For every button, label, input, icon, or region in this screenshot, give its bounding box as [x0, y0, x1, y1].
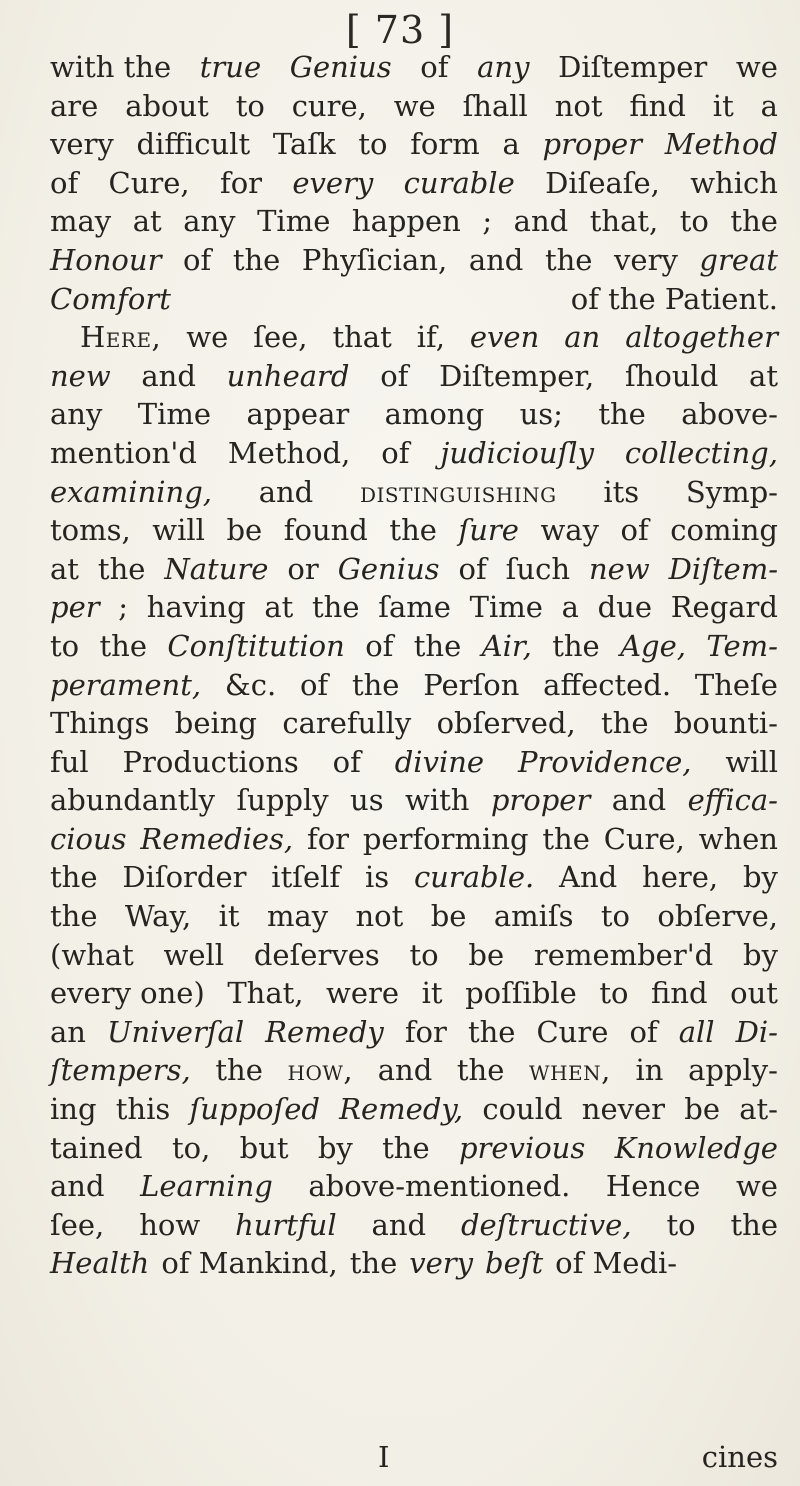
page-footer	[50, 1440, 778, 1478]
word: divine	[394, 744, 485, 779]
text-line	[50, 588, 778, 627]
word: Method	[664, 127, 778, 162]
word: Diſtem-	[668, 551, 778, 586]
text-line	[50, 1090, 778, 1129]
word: the	[456, 1053, 505, 1088]
word: Taſk	[272, 127, 336, 162]
word: cious	[50, 821, 127, 856]
text-line	[50, 743, 778, 782]
word: Knowledge	[614, 1130, 778, 1165]
word: about	[125, 88, 209, 123]
word: be	[226, 513, 263, 548]
word: well	[163, 937, 225, 972]
word: may	[266, 899, 329, 934]
word: (what	[50, 937, 134, 972]
word: the	[413, 628, 462, 663]
word: the	[552, 628, 600, 663]
word: or	[287, 551, 319, 586]
word: Diſorder	[122, 860, 247, 895]
text-line	[50, 318, 778, 357]
word: with the	[50, 50, 172, 84]
word: any	[183, 204, 236, 239]
word: Conſtitution	[167, 628, 345, 663]
word: the	[601, 706, 649, 741]
text-line	[50, 1129, 778, 1168]
word: how,	[287, 1053, 354, 1088]
word: and	[611, 783, 667, 818]
text-line	[50, 511, 778, 550]
word: And	[559, 860, 618, 895]
text-line	[50, 627, 778, 666]
word: new	[50, 358, 111, 393]
word: of	[50, 165, 79, 200]
word: deſtructive,	[460, 1207, 632, 1242]
word: Remedies,	[140, 821, 294, 856]
word: Comfort	[50, 281, 171, 316]
text-line	[50, 1206, 778, 1245]
word: very	[614, 242, 678, 277]
word: ing	[50, 1092, 97, 1127]
word: the	[544, 242, 593, 277]
word: the	[542, 821, 590, 856]
word: the	[232, 242, 281, 277]
word: above-	[681, 397, 778, 432]
word: a	[502, 127, 520, 162]
word: Honour	[50, 242, 162, 277]
text-line	[50, 704, 778, 743]
word: when	[698, 821, 778, 856]
word: Productions	[122, 744, 299, 779]
word: Di-	[735, 1014, 778, 1049]
word: could	[482, 1092, 563, 1127]
word: per	[50, 590, 100, 625]
word: unheard	[226, 358, 350, 393]
word: in	[635, 1053, 664, 1088]
word: of	[183, 242, 212, 277]
word: true	[199, 50, 262, 84]
word: curable.	[413, 860, 535, 895]
word: Regard	[670, 590, 778, 625]
word: to	[600, 899, 631, 934]
word: Nature	[164, 551, 269, 586]
word: a	[561, 590, 579, 625]
word: Providence,	[517, 744, 692, 779]
word: to	[666, 1207, 696, 1242]
word: the	[97, 551, 146, 586]
word: the	[215, 1053, 263, 1088]
text-line	[50, 357, 778, 396]
word: we	[186, 320, 229, 355]
word: new	[588, 551, 650, 586]
word: altogether	[625, 320, 778, 355]
word: out	[730, 976, 778, 1011]
word: appear	[246, 397, 350, 432]
word: an	[50, 1014, 86, 1049]
word: of	[629, 1014, 658, 1049]
text-line	[50, 164, 778, 203]
word: will	[725, 744, 778, 779]
word: ſhould	[624, 358, 719, 393]
word: to,	[171, 1130, 211, 1165]
word: proper	[490, 783, 591, 818]
word: are	[50, 88, 99, 123]
word: to	[235, 88, 265, 123]
text-line	[50, 87, 778, 126]
text-line	[50, 550, 778, 589]
word: ;	[118, 590, 129, 625]
word: of	[420, 50, 449, 84]
word: due	[597, 590, 652, 625]
word: the	[730, 1207, 778, 1242]
word: Cure,	[603, 821, 685, 856]
text-line	[50, 974, 778, 1013]
word: Remedy,	[339, 1092, 464, 1127]
word: a	[760, 88, 778, 123]
word: apply-	[688, 1053, 778, 1088]
word: coming	[670, 513, 778, 548]
word: very	[409, 1246, 474, 1281]
word: ful	[50, 744, 89, 779]
word: any	[50, 397, 103, 432]
word: Phyſician,	[301, 242, 448, 277]
word: examining,	[50, 474, 212, 509]
word: of	[365, 628, 394, 663]
word: the	[50, 899, 98, 934]
word: difficult	[136, 127, 251, 162]
word: ;	[482, 204, 493, 239]
word: Time	[137, 397, 212, 432]
word: form	[410, 127, 480, 162]
word: itſelf	[271, 860, 341, 895]
word: Things	[50, 706, 150, 741]
word: not	[554, 88, 603, 123]
word: previous	[458, 1130, 586, 1165]
word: Diſtemper	[558, 50, 708, 84]
word: deſerves	[253, 937, 380, 972]
word: Health	[50, 1246, 150, 1281]
word: and	[468, 242, 524, 277]
text-line	[50, 820, 778, 859]
word: ſee,	[253, 320, 308, 355]
word: never	[581, 1092, 666, 1127]
word: of	[299, 667, 329, 702]
word: here,	[642, 860, 719, 895]
word: at	[749, 358, 778, 393]
word: for	[219, 165, 263, 200]
word: not	[355, 899, 404, 934]
word: beſt	[485, 1246, 544, 1281]
word: being	[174, 706, 257, 741]
word: ſupply	[236, 783, 329, 818]
word: Cure,	[108, 165, 190, 200]
page-number: [ 73 ]	[345, 8, 455, 52]
word: of Mankind,	[161, 1246, 338, 1281]
word: that	[332, 320, 392, 355]
text-line	[50, 936, 778, 975]
word: amiſs	[493, 899, 574, 934]
text-line	[50, 1167, 778, 1206]
word: Air,	[481, 628, 532, 663]
text-line	[50, 473, 778, 512]
word: toms,	[50, 513, 131, 548]
word: bounti-	[673, 706, 778, 741]
text-line	[50, 1244, 778, 1283]
word: at-	[739, 1092, 778, 1127]
word: Remedy	[265, 1014, 384, 1049]
catchword: cines	[701, 1440, 778, 1474]
word: when,	[529, 1053, 611, 1088]
word: the	[598, 397, 646, 432]
word: which	[690, 165, 778, 200]
word: any	[477, 50, 530, 84]
word: if,	[416, 320, 445, 355]
word: will	[152, 513, 205, 548]
word: having	[146, 590, 246, 625]
word: ſure	[458, 513, 519, 548]
body-text	[50, 48, 778, 1283]
word: the	[312, 590, 360, 625]
word: is	[364, 860, 390, 895]
word: at	[264, 590, 294, 625]
word: us;	[519, 397, 563, 432]
word: it	[421, 976, 443, 1011]
word: to	[358, 127, 388, 162]
word: the	[389, 513, 437, 548]
word: may	[50, 204, 112, 239]
word: ſhall	[462, 88, 528, 123]
word: we	[735, 50, 778, 84]
text-line	[50, 125, 778, 164]
word: Theſe	[694, 667, 778, 702]
word: of	[381, 435, 410, 470]
word: perament,	[50, 667, 202, 702]
word: Diſeaſe,	[545, 165, 660, 200]
word: for	[306, 821, 350, 856]
word: the	[50, 860, 98, 895]
text-line	[50, 666, 778, 705]
word: Genius	[337, 551, 440, 586]
word: to	[599, 976, 629, 1011]
word: judiciouſly	[440, 435, 594, 470]
word: be	[684, 1092, 720, 1127]
word: we	[735, 1169, 778, 1204]
word: ſame	[378, 590, 451, 625]
word: but	[239, 1130, 289, 1165]
word: to	[50, 628, 80, 663]
word: happen	[351, 204, 461, 239]
word: and	[377, 1053, 433, 1088]
text-line	[50, 897, 778, 936]
word: Way,	[124, 899, 192, 934]
word: remember'd	[533, 937, 714, 972]
word: and	[258, 474, 314, 509]
word: tained	[50, 1130, 143, 1165]
word: obſerve,	[657, 899, 778, 934]
word: the	[349, 1246, 398, 1281]
word: it	[712, 88, 734, 123]
word: curable	[403, 165, 515, 200]
text-line	[50, 1051, 778, 1090]
word: ſuch	[505, 551, 571, 586]
word: and	[141, 358, 196, 393]
word: for	[404, 1014, 447, 1049]
word: and	[50, 1169, 105, 1204]
word: of Medi-	[555, 1246, 678, 1281]
word: Here,	[80, 320, 162, 355]
word: cure,	[291, 88, 367, 123]
word: that,	[589, 204, 659, 239]
word: this	[115, 1092, 171, 1127]
word: of	[380, 358, 409, 393]
word: among	[384, 397, 485, 432]
word: mention'd	[50, 435, 197, 470]
word: of	[620, 513, 649, 548]
word: the	[730, 204, 778, 239]
word: were	[326, 976, 400, 1011]
word: the	[467, 1014, 516, 1049]
word: very	[50, 127, 114, 162]
word: by	[742, 860, 778, 895]
word: Hence	[605, 1169, 701, 1204]
word: how	[139, 1207, 201, 1242]
text-line	[50, 1013, 778, 1052]
word: and	[371, 1207, 427, 1242]
word: Learning	[140, 1169, 273, 1204]
word: the	[351, 667, 400, 702]
word: Symp-	[685, 474, 778, 509]
word: That,	[227, 976, 304, 1011]
word: found	[283, 513, 368, 548]
text-line	[50, 280, 778, 319]
word: Tem-	[706, 628, 778, 663]
word: the	[382, 1130, 430, 1165]
word: poſſible	[465, 976, 577, 1011]
word: ſuppoſed	[189, 1092, 320, 1127]
word: by	[743, 937, 778, 972]
word: Age,	[620, 628, 686, 663]
word: Method,	[227, 435, 351, 470]
word: proper	[542, 127, 643, 162]
word: Perſon	[423, 667, 520, 702]
text-line	[50, 48, 778, 87]
word: collecting,	[624, 435, 778, 470]
word: every one)	[50, 976, 205, 1011]
word: its	[603, 474, 640, 509]
word: &c.	[224, 667, 277, 702]
text-line	[50, 434, 778, 473]
word: find	[629, 88, 686, 123]
text-line	[50, 858, 778, 897]
word: affected.	[543, 667, 672, 702]
word: at	[132, 204, 162, 239]
word: performing	[362, 821, 529, 856]
word: it	[218, 899, 240, 934]
word: even	[469, 320, 540, 355]
word: all	[678, 1014, 715, 1049]
word: by	[317, 1130, 353, 1165]
word: be	[430, 899, 467, 934]
word: us	[350, 783, 384, 818]
text-line	[50, 202, 778, 241]
word: Genius	[289, 50, 392, 84]
word: great	[699, 242, 778, 277]
word: Time	[257, 204, 331, 239]
word: Diſtemper,	[439, 358, 595, 393]
word: find	[651, 976, 708, 1011]
word: an	[564, 320, 601, 355]
text-line	[50, 781, 778, 820]
word: abundantly	[50, 783, 216, 818]
word: Univerſal	[107, 1014, 245, 1049]
word: Cure	[536, 1014, 609, 1049]
word: carefully	[282, 706, 412, 741]
word: and	[513, 204, 569, 239]
word: hurtful	[235, 1207, 337, 1242]
word: the	[99, 628, 148, 663]
word: above-mentioned.	[308, 1169, 571, 1204]
word: of	[332, 744, 361, 779]
word: distinguishing	[359, 474, 557, 509]
signature-mark: I	[378, 1440, 390, 1474]
word: of the Patient.	[570, 281, 778, 316]
word: to	[409, 937, 439, 972]
word: with	[405, 783, 470, 818]
word: of	[458, 551, 487, 586]
text-line	[50, 241, 778, 280]
word: ſee,	[50, 1207, 105, 1242]
word: ſtempers,	[50, 1053, 191, 1088]
word: to	[679, 204, 709, 239]
text-line	[50, 395, 778, 434]
word: effica-	[687, 783, 778, 818]
word: we	[393, 88, 436, 123]
word: be	[468, 937, 505, 972]
word: at	[50, 551, 79, 586]
word: every	[292, 165, 374, 200]
word: Time	[469, 590, 543, 625]
word: obſerved,	[436, 706, 576, 741]
word: way	[540, 513, 599, 548]
